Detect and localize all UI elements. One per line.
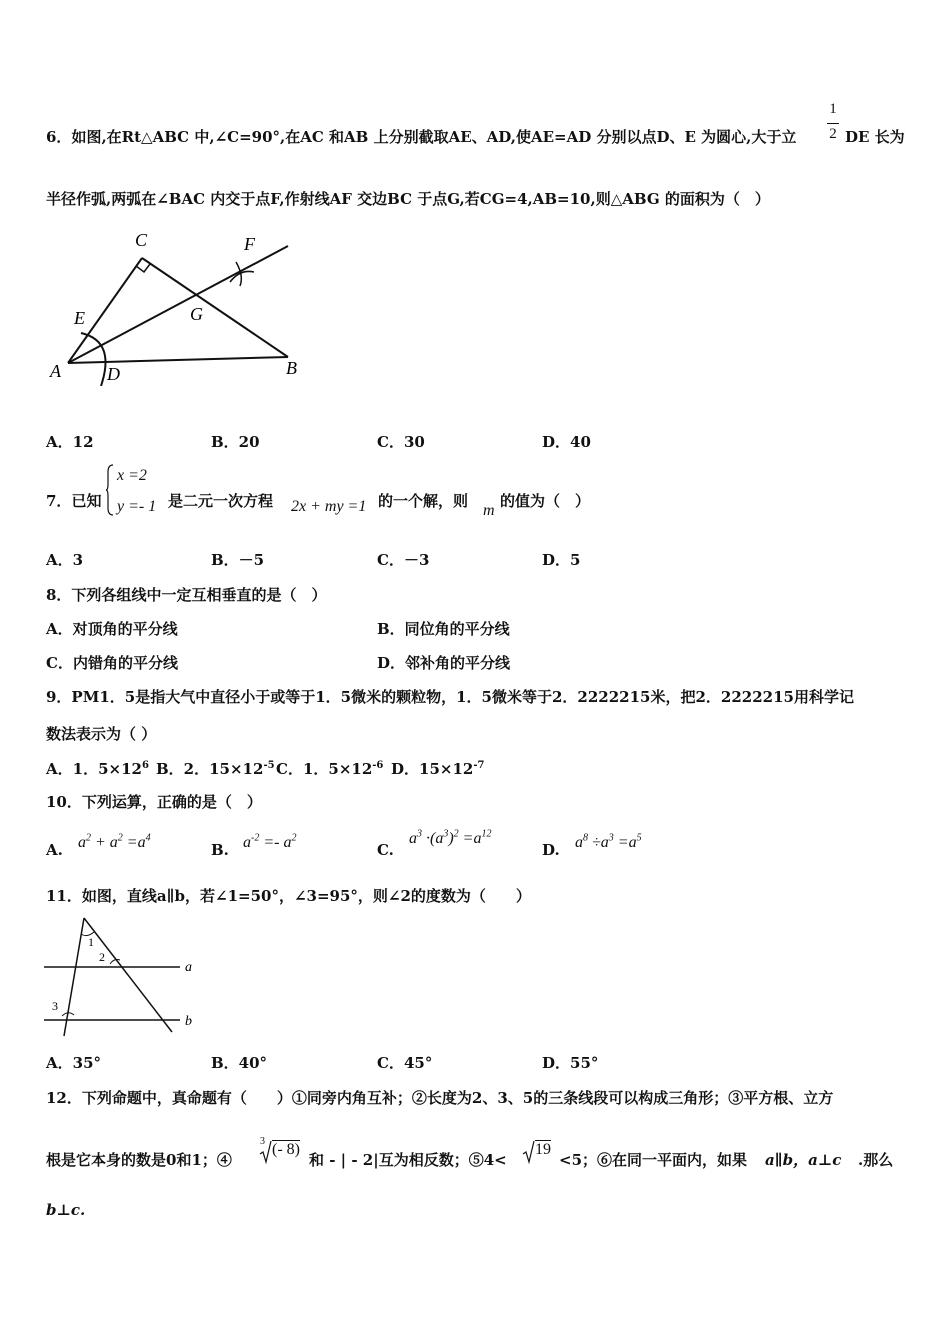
q9-option-a-exp: 6 [141,760,149,771]
q6-option-d: D．40 [542,433,591,451]
q10-option-d-formula: $a^8 \div a^3 =a^5$ [575,832,642,851]
q8-option-c: C．内错角的平分线 [46,654,178,672]
q10-option-c-label: C. [377,841,394,859]
q10-option-d-label: D. [542,841,560,859]
q6-label-c: C [135,230,148,250]
q11-option-d: D．55° [542,1054,599,1072]
q6-segment-ab [68,357,288,363]
q11-option-a: A．35° [46,1054,102,1072]
q6-frac-bar [827,123,839,124]
q10-option-b-label: B. [211,841,229,859]
q7-pre-text: 已知 [71,492,102,510]
q6-label-d: D [107,364,120,384]
q7-number: 7． [46,492,72,510]
q6-frac-numerator: 1 [829,101,837,117]
q9-option-d [391,759,484,779]
q10-stem: 10．下列运算，正确的是（ ） [46,793,262,811]
q6-frac-denominator: 2 [829,126,837,142]
q7-option-d: D．5 [542,551,581,569]
q9-option-c-exp: -6 [372,760,384,771]
q11-figure [44,914,214,1040]
q11-label-3: 3 [52,999,58,1013]
q12-line1: 12．下列命题中，真命题有（ ）①同旁内角互补；②长度为2、3、5的三条线段可以构成三角形；③平方根、立方 [46,1089,834,1107]
q12-line2-mid: 和 - | - 2|互为相反数；⑤4< [309,1151,507,1169]
q7-option-a: A．3 [46,551,84,569]
q7-mid2-text: 的一个解，则 [378,492,469,510]
q7-system-row2: y =- 1 [117,498,157,515]
q7-equation: 2x + my =1 [291,498,367,515]
q6-option-a: A．12 [46,433,94,451]
q11-stem: 11．如图，直线a∥b，若∠1=50°，∠3=95°，则∠2的度数为（ ） [46,887,531,905]
q8-option-d: D．邻补角的平分线 [377,654,511,672]
q6-figure [44,226,304,386]
q6-label-g: G [190,304,203,324]
q6-label-e: E [74,308,85,328]
q11-label-2: 2 [99,950,105,964]
q9-option-d-label: D．15×12 [391,760,474,778]
q9-option-c [276,759,383,779]
q12-sqrt-radical-icon [521,1140,535,1164]
q12-line2-end: .那么 [858,1151,894,1169]
q9-option-a [46,759,149,779]
q7-var-m: m [483,502,495,519]
q9-option-c-label: C．1．5×12 [276,760,373,778]
q10-option-a-label: A. [46,841,63,859]
q11-label-b: b [185,1014,192,1029]
q6-label-f: F [244,234,255,254]
q6-label-b: B [286,358,297,378]
q7-system-brace [106,464,112,516]
q6-line2: 半径作弧,两弧在∠BAC 内交于点F,作射线AF 交边BC 于点G,若CG=4,AB=10,则△ABG 的面积为（ ） [46,190,770,208]
q8-option-b: B．同位角的平分线 [377,620,510,638]
q6-line1-text: 如图,在Rt△ABC 中,∠C=90°,在AC 和AB 上分别截取AE、AD,使AE=AD 分别以点D、E 为圆心,大于立 [71,128,797,146]
q8-option-a: A．对顶角的平分线 [46,620,178,638]
q6-option-c: C．30 [377,433,425,451]
q12-line2-math: a∥b，a⊥c [765,1151,842,1169]
q7-mid-text: 是二元一次方程 [168,492,274,510]
q6-line1-end: DE 长为 [845,128,905,146]
q11-option-c: C．45° [377,1054,433,1072]
q9-option-b [156,759,275,779]
q6-option-b: B．20 [211,433,260,451]
q12-line2-cond: <5；⑥在同一平面内，如果 [559,1151,748,1169]
q8-stem: 8．下列各组线中一定互相垂直的是（ ） [46,586,327,604]
q10-option-b-formula: $a^{-2} =- a^2$ [243,832,297,851]
q11-option-b: B．40° [211,1054,268,1072]
q9-option-b-label: B．2．15×12 [156,760,264,778]
q10-option-a-formula: $a^2 + a^2 =a^4$ [78,832,151,851]
q7-prefix [46,491,101,511]
q9-line2: 数法表示为（ ） [46,725,157,743]
q12-sqrt-radicand: 19 [535,1141,551,1158]
q9-option-d-exp: -7 [473,760,485,771]
q6-line1 [46,127,796,147]
q12-cbrt-index: 3 [260,1136,265,1147]
q12-cbrt-radical-icon [258,1140,272,1164]
q7-post-text: 的值为（ ） [500,492,591,510]
q6-segment-cb [142,258,288,357]
q7-option-c: C．－3 [377,551,430,569]
q9-option-b-exp: -5 [263,760,275,771]
q10-option-c-formula: $a^3 \cdot(a^3)^2 =a^{12}$ [409,828,492,847]
q6-label-a: A [50,361,61,381]
q7-system-row1: x =2 [117,467,147,484]
q6-number: 6． [46,128,72,146]
q12-cbrt-radicand: (- 8) [272,1141,300,1158]
q11-label-a: a [185,960,192,975]
q11-transversal-right [84,918,172,1032]
q9-option-a-label: A．1．5×12 [46,760,142,778]
q11-label-1: 1 [88,935,94,949]
q12-line2-start: 根是它本身的数是0和1；④ [46,1151,232,1169]
q11-transversal-left [64,918,84,1036]
q9-line1: 9．PM1．5是指大气中直径小于或等于1．5微米的颗粒物，1．5微米等于2．2222215米，把2．2222215用科学记 [46,688,854,706]
q12-line3: b⊥c. [46,1201,86,1219]
q7-option-b: B．－5 [211,551,265,569]
